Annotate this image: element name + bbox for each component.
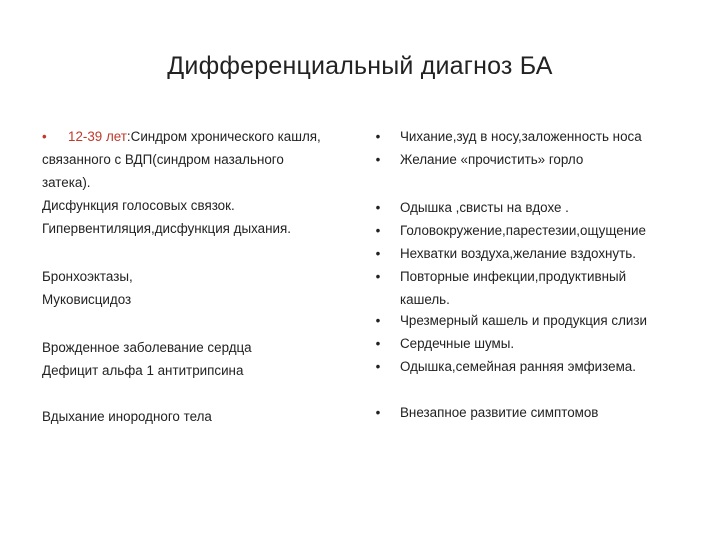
bullet-icon: • [375,129,381,144]
list-item-text: Сердечные шумы. [400,336,515,351]
left-group-3-line-1: Врожденное заболевание сердца [42,340,252,355]
left-text: :Синдром хронического кашля, [126,129,321,144]
left-group-1-line-3: затека). [42,175,91,190]
bullet-icon: • [375,359,381,374]
left-group-3-line-2: Дефицит альфа 1 антитрипсина [42,363,244,378]
left-group-1-line-5: Гипервентиляция,дисфункция дыхания. [42,221,291,236]
list-item-text: Внезапное развитие симптомов [400,405,599,420]
left-group-2-line-1: Бронхоэктазы, [42,269,133,284]
bullet-icon: • [42,129,47,144]
list-item-text: Нехватки воздуха,желание вздохнуть. [400,246,636,261]
list-item [360,402,720,425]
list-item [360,149,720,172]
bullet-icon: • [375,246,381,261]
left-group-4-line-1: Вдыхание инородного тела [42,409,212,424]
bullet-icon: • [375,405,381,420]
list-item [360,356,720,379]
list-item-text: Одышка,семейная ранняя эмфизема. [400,359,636,374]
bullet-icon: • [375,152,381,167]
bullet-icon: • [375,269,381,284]
list-item [360,197,720,220]
list-item-text: Желание «прочистить» горло [400,152,584,167]
slide-title: Дифференциальный диагноз БА [167,52,553,80]
list-item-text: Головокружение,парестезии,ощущение [400,223,646,238]
left-group-1-line-1 [42,126,321,149]
left-group-1-line-4: Дисфункция голосовых связок. [42,198,235,213]
list-item [360,266,700,311]
bullet-icon: • [375,313,381,328]
left-group-1-line-2: связанного с ВДП(синдром назального [42,152,284,167]
bullet-icon: • [375,223,381,238]
bullet-icon: • [375,200,381,215]
bullet-icon: • [375,336,381,351]
age-range: 12-39 лет [68,129,127,144]
list-item [360,220,720,243]
left-group-2-line-2: Муковисцидоз [42,292,132,307]
list-item-text: Чихание,зуд в носу,заложенность носа [400,129,642,144]
list-item-text: Повторные инфекции,продуктивный кашель. [400,269,627,307]
list-item [360,310,720,333]
list-item [360,333,720,356]
list-item-text: Одышка ,свисты на вдохе . [400,200,569,215]
list-item [360,243,720,266]
list-item [360,126,720,149]
list-item-text: Чрезмерный кашель и продукция слизи [400,313,647,328]
